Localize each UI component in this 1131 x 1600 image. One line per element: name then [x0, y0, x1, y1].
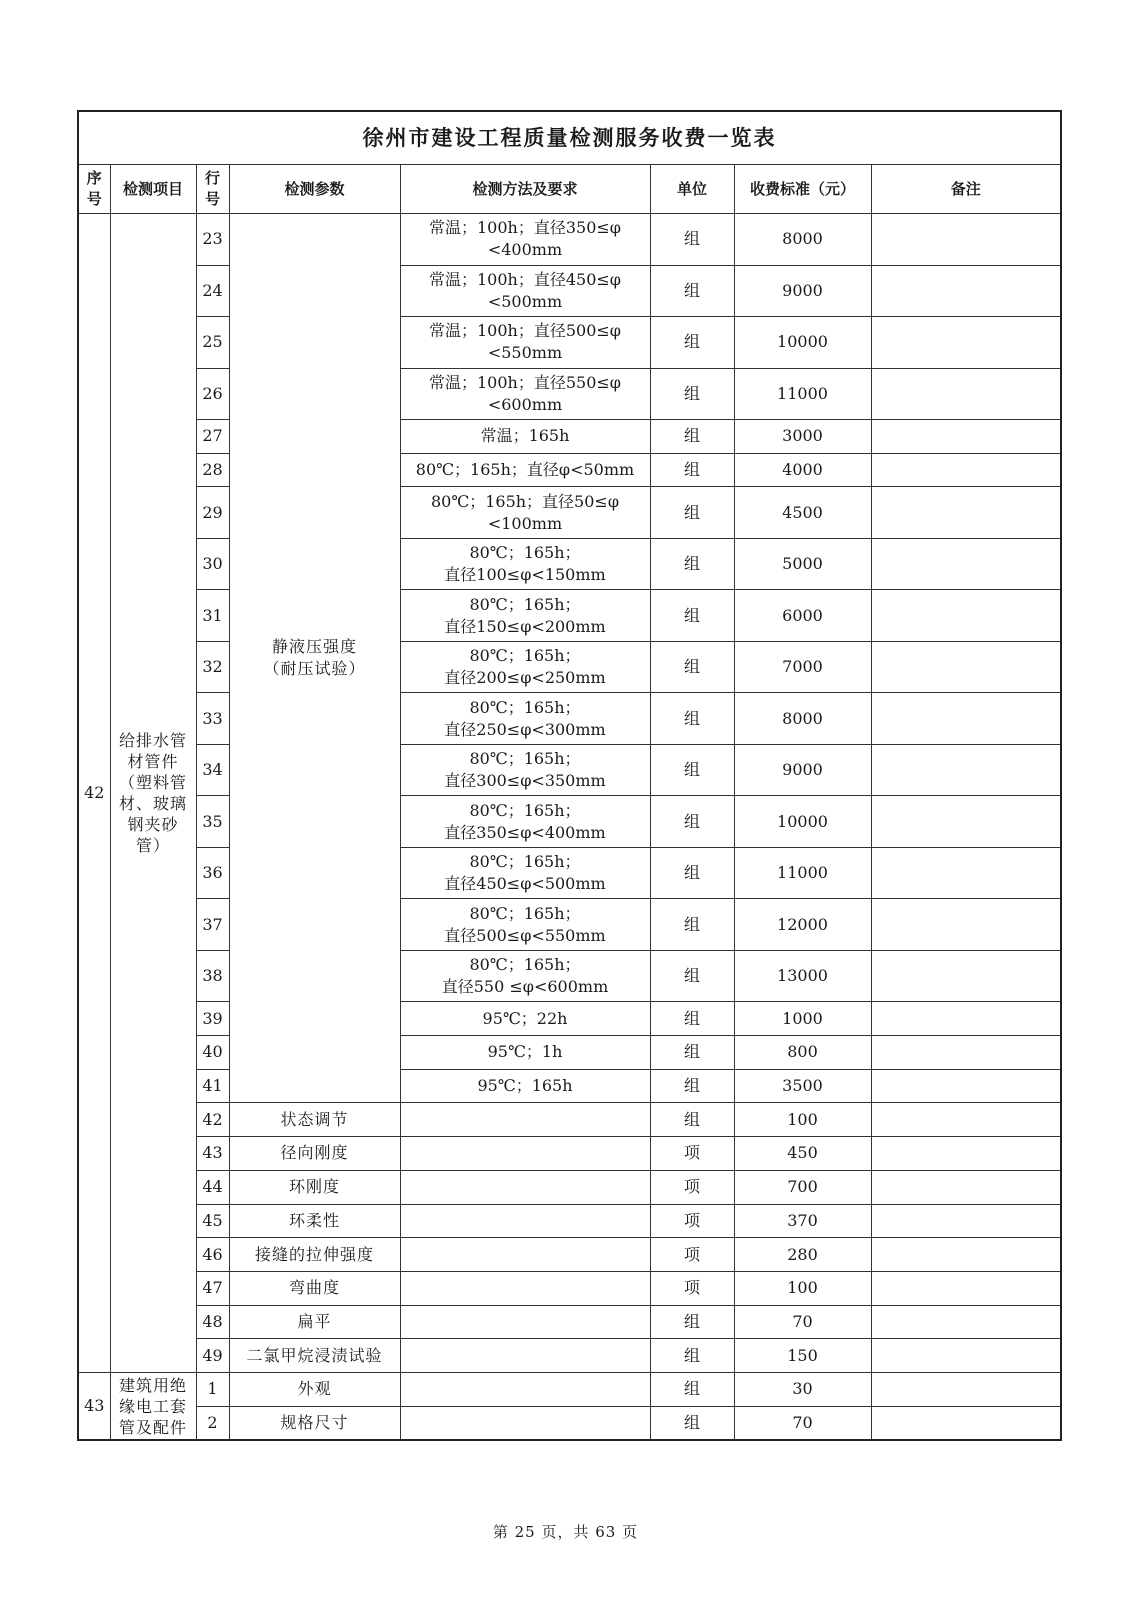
- table-row: [78, 1204, 1061, 1238]
- method: 95℃；22h: [400, 1002, 650, 1036]
- line-number: 29: [196, 487, 229, 539]
- table-row: [78, 265, 1061, 317]
- group-42-item: 给排水管 材管件 （塑料管 材、玻璃 钢夹砂 管）: [110, 214, 196, 1373]
- line-number: 49: [196, 1339, 229, 1373]
- method: 常温；100h；直径450≤φ <500mm: [400, 265, 650, 317]
- remark: [871, 950, 1061, 1002]
- table-row: [78, 1103, 1061, 1137]
- unit: 组: [650, 453, 734, 487]
- line-number: 28: [196, 453, 229, 487]
- fee: 12000: [734, 899, 871, 951]
- fee: 8000: [734, 693, 871, 745]
- param: 接缝的拉伸强度: [229, 1238, 400, 1272]
- line-number: 24: [196, 265, 229, 317]
- table-row: [78, 744, 1061, 796]
- fee: 13000: [734, 950, 871, 1002]
- unit: 组: [650, 1103, 734, 1137]
- fee: 150: [734, 1339, 871, 1373]
- table-row: [78, 1002, 1061, 1036]
- fee-table-sheet: [77, 110, 1060, 1472]
- header-row: [78, 165, 1061, 214]
- header-unit: 单位: [650, 165, 734, 214]
- line-number: 1: [196, 1372, 229, 1406]
- line-number: 36: [196, 847, 229, 899]
- table-row: [78, 538, 1061, 590]
- fee: 9000: [734, 744, 871, 796]
- line-number: 30: [196, 538, 229, 590]
- header-item: 检测项目: [110, 165, 196, 214]
- line-number: 48: [196, 1305, 229, 1339]
- unit: 组: [650, 1339, 734, 1373]
- method: 常温；165h: [400, 420, 650, 454]
- table-row: [78, 420, 1061, 454]
- title-row: [78, 111, 1061, 165]
- method: 80℃；165h； 直径200≤φ<250mm: [400, 641, 650, 693]
- table-row: [78, 796, 1061, 848]
- header-param: 检测参数: [229, 165, 400, 214]
- unit: 组: [650, 590, 734, 642]
- remark: [871, 1271, 1061, 1305]
- param: 径向刚度: [229, 1137, 400, 1171]
- fee: 5000: [734, 538, 871, 590]
- unit: 组: [650, 368, 734, 420]
- param: 弯曲度: [229, 1271, 400, 1305]
- table-row: [78, 1372, 1061, 1406]
- remark: [871, 1137, 1061, 1171]
- fee: 10000: [734, 796, 871, 848]
- line-number: 35: [196, 796, 229, 848]
- method: [400, 1204, 650, 1238]
- line-number: 37: [196, 899, 229, 951]
- remark: [871, 796, 1061, 848]
- fee: 1000: [734, 1002, 871, 1036]
- remark: [871, 847, 1061, 899]
- param: 规格尺寸: [229, 1406, 400, 1440]
- method: 常温；100h；直径350≤φ <400mm: [400, 214, 650, 266]
- method: 80℃；165h； 直径550 ≤φ<600mm: [400, 950, 650, 1002]
- method: [400, 1103, 650, 1137]
- fee: 100: [734, 1103, 871, 1137]
- group-43-item: 建筑用绝 缘电工套 管及配件: [110, 1372, 196, 1440]
- line-number: 44: [196, 1170, 229, 1204]
- remark: [871, 368, 1061, 420]
- header-method: 检测方法及要求: [400, 165, 650, 214]
- method: [400, 1238, 650, 1272]
- method: 80℃；165h； 直径100≤φ<150mm: [400, 538, 650, 590]
- table-row: [78, 1271, 1061, 1305]
- unit: 项: [650, 1271, 734, 1305]
- table-row: [78, 1069, 1061, 1103]
- remark: [871, 744, 1061, 796]
- method: [400, 1305, 650, 1339]
- remark: [871, 453, 1061, 487]
- table-row: [78, 487, 1061, 539]
- line-number: 27: [196, 420, 229, 454]
- table-row: [78, 1305, 1061, 1339]
- param: 状态调节: [229, 1103, 400, 1137]
- method: 80℃；165h； 直径250≤φ<300mm: [400, 693, 650, 745]
- unit: 组: [650, 1069, 734, 1103]
- page-footer: 第 25 页，共 63 页: [492, 1523, 639, 1541]
- fee: 450: [734, 1137, 871, 1171]
- line-number: 2: [196, 1406, 229, 1440]
- unit: 项: [650, 1137, 734, 1171]
- fee: 3500: [734, 1069, 871, 1103]
- table-row: [78, 1406, 1061, 1440]
- line-number: 33: [196, 693, 229, 745]
- unit: 组: [650, 1406, 734, 1440]
- table-row: [78, 899, 1061, 951]
- unit: 组: [650, 796, 734, 848]
- fee: 9000: [734, 265, 871, 317]
- unit: 项: [650, 1238, 734, 1272]
- unit: 组: [650, 950, 734, 1002]
- unit: 组: [650, 1372, 734, 1406]
- unit: 组: [650, 265, 734, 317]
- param: 二氯甲烷浸渍试验: [229, 1339, 400, 1373]
- table-title: 徐州市建设工程质量检测服务收费一览表: [78, 111, 1061, 165]
- remark: [871, 590, 1061, 642]
- remark: [871, 1406, 1061, 1440]
- unit: 组: [650, 214, 734, 266]
- method: 80℃；165h； 直径300≤φ<350mm: [400, 744, 650, 796]
- remark: [871, 214, 1061, 266]
- remark: [871, 1069, 1061, 1103]
- method: 80℃；165h； 直径450≤φ<500mm: [400, 847, 650, 899]
- fee: 700: [734, 1170, 871, 1204]
- line-number: 42: [196, 1103, 229, 1137]
- table-row: [78, 1036, 1061, 1070]
- fee: 800: [734, 1036, 871, 1070]
- line-number: 34: [196, 744, 229, 796]
- fee: 7000: [734, 641, 871, 693]
- fee: 100: [734, 1271, 871, 1305]
- method: 95℃；1h: [400, 1036, 650, 1070]
- method: 95℃；165h: [400, 1069, 650, 1103]
- remark: [871, 1339, 1061, 1373]
- fee: 11000: [734, 368, 871, 420]
- table-row: [78, 368, 1061, 420]
- fee: 280: [734, 1238, 871, 1272]
- header-seq: 序 号: [78, 165, 110, 214]
- table-row: [78, 1137, 1061, 1171]
- line-number: 41: [196, 1069, 229, 1103]
- fee: 370: [734, 1204, 871, 1238]
- fee: 30: [734, 1372, 871, 1406]
- fee: 4000: [734, 453, 871, 487]
- table-row: [78, 1339, 1061, 1373]
- remark: [871, 1305, 1061, 1339]
- table-row: [78, 1238, 1061, 1272]
- method: [400, 1339, 650, 1373]
- table-row: [78, 214, 1061, 266]
- line-number: 47: [196, 1271, 229, 1305]
- unit: 组: [650, 744, 734, 796]
- table-row: [78, 317, 1061, 369]
- fee: 11000: [734, 847, 871, 899]
- remark: [871, 641, 1061, 693]
- remark: [871, 538, 1061, 590]
- header-remark: 备注: [871, 165, 1061, 214]
- param: 环柔性: [229, 1204, 400, 1238]
- line-number: 45: [196, 1204, 229, 1238]
- table-row: [78, 693, 1061, 745]
- remark: [871, 1036, 1061, 1070]
- remark: [871, 420, 1061, 454]
- method: 80℃；165h； 直径150≤φ<200mm: [400, 590, 650, 642]
- line-number: 46: [196, 1238, 229, 1272]
- line-number: 31: [196, 590, 229, 642]
- remark: [871, 1002, 1061, 1036]
- remark: [871, 1204, 1061, 1238]
- method: [400, 1271, 650, 1305]
- unit: 组: [650, 317, 734, 369]
- fee-table: [77, 110, 1062, 1441]
- method: 80℃；165h； 直径500≤φ<550mm: [400, 899, 650, 951]
- method: [400, 1170, 650, 1204]
- header-line: 行 号: [196, 165, 229, 214]
- remark: [871, 899, 1061, 951]
- unit: 组: [650, 1002, 734, 1036]
- unit: 项: [650, 1170, 734, 1204]
- method: 80℃；165h；直径φ<50mm: [400, 453, 650, 487]
- fee: 10000: [734, 317, 871, 369]
- method: 80℃；165h；直径50≤φ <100mm: [400, 487, 650, 539]
- method: [400, 1137, 650, 1171]
- group-43-seq: 43: [78, 1372, 110, 1440]
- fee: 70: [734, 1305, 871, 1339]
- unit: 项: [650, 1204, 734, 1238]
- line-number: 40: [196, 1036, 229, 1070]
- method: 常温；100h；直径550≤φ <600mm: [400, 368, 650, 420]
- line-number: 38: [196, 950, 229, 1002]
- remark: [871, 1238, 1061, 1272]
- fee: 70: [734, 1406, 871, 1440]
- unit: 组: [650, 693, 734, 745]
- remark: [871, 1372, 1061, 1406]
- unit: 组: [650, 420, 734, 454]
- line-number: 23: [196, 214, 229, 266]
- method: [400, 1406, 650, 1440]
- line-number: 43: [196, 1137, 229, 1171]
- param: 环刚度: [229, 1170, 400, 1204]
- remark: [871, 317, 1061, 369]
- line-number: 26: [196, 368, 229, 420]
- unit: 组: [650, 899, 734, 951]
- table-row: [78, 641, 1061, 693]
- line-number: 25: [196, 317, 229, 369]
- param: 扁平: [229, 1305, 400, 1339]
- method: 80℃；165h； 直径350≤φ<400mm: [400, 796, 650, 848]
- fee: 4500: [734, 487, 871, 539]
- param: 外观: [229, 1372, 400, 1406]
- group-42-seq: 42: [78, 214, 110, 1373]
- table-row: [78, 950, 1061, 1002]
- remark: [871, 1103, 1061, 1137]
- unit: 组: [650, 487, 734, 539]
- method: [400, 1372, 650, 1406]
- unit: 组: [650, 1036, 734, 1070]
- param-hydrostatic-strength: 静液压强度 （耐压试验）: [229, 214, 400, 1103]
- table-row: [78, 590, 1061, 642]
- method: 常温；100h；直径500≤φ <550mm: [400, 317, 650, 369]
- remark: [871, 487, 1061, 539]
- remark: [871, 1170, 1061, 1204]
- unit: 组: [650, 847, 734, 899]
- table-row: [78, 453, 1061, 487]
- header-fee: 收费标准（元）: [734, 165, 871, 214]
- remark: [871, 265, 1061, 317]
- line-number: 39: [196, 1002, 229, 1036]
- unit: 组: [650, 538, 734, 590]
- line-number: 32: [196, 641, 229, 693]
- remark: [871, 693, 1061, 745]
- table-row: [78, 1170, 1061, 1204]
- unit: 组: [650, 1305, 734, 1339]
- fee: 8000: [734, 214, 871, 266]
- fee-table-body: [78, 111, 1061, 1440]
- unit: 组: [650, 641, 734, 693]
- fee: 3000: [734, 420, 871, 454]
- fee: 6000: [734, 590, 871, 642]
- table-row: [78, 847, 1061, 899]
